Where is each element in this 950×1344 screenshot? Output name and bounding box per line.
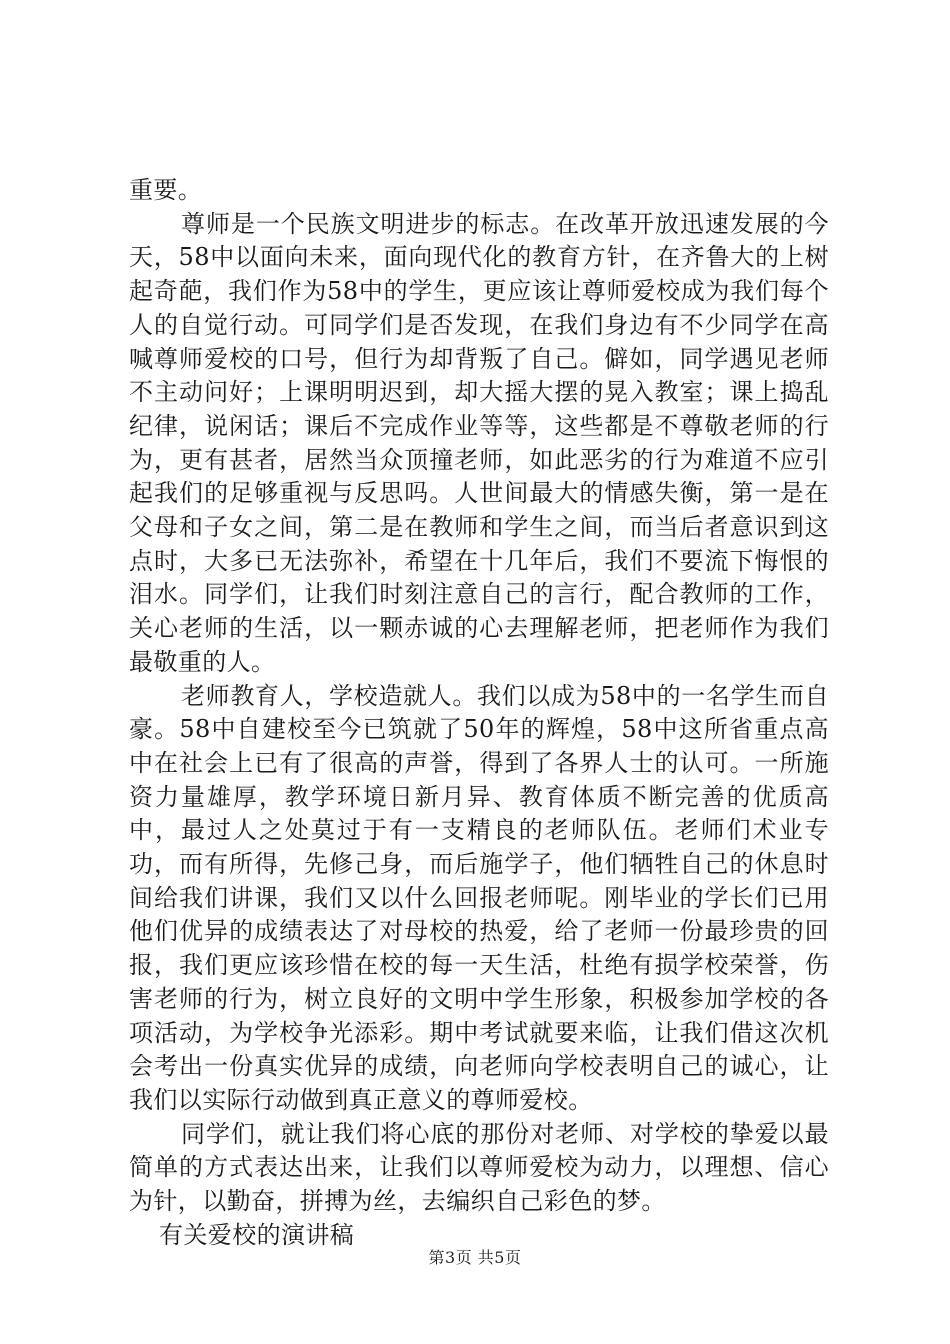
document-body bbox=[129, 174, 829, 1253]
closing-title: 有关爱校的演讲稿 bbox=[159, 1220, 355, 1249]
paragraph-respect-teachers: 尊师是一个民族文明进步的标志。在改革开放迅速发展的今天，58中以面向未来，面向现代化的教育方针，在齐鲁大的上树起奇葩，我们作为58中的学生，更应该让尊师爱校成为我们每个人的自觉行动。可同学们是否发现，在我们身边有不少同学在高喊尊师爱校的口号，但行为却背叛了自己。僻如，同学遇见老师不主动问好；上课明明迟到，却大摇大摆的晃入教室；课上捣乱纪律，说闲话；课后不完成作业等等，这些都是不尊敬老师的行为，更有甚者，居然当众顶撞老师，如此恶劣的行为难道不应引起我们的足够重视与反思吗。人世间最大的情感失衡，第一是在父母和子女之间，第二是在教师和学生之间，而当后者意识到这点时，大多已无法弥补，希望在十几年后，我们不要流下悔恨的泪水。同学们，让我们时刻注意自己的言行，配合教师的工作，关心老师的生活，以一颗赤诚的心去理解老师，把老师作为我们最敬重的人。 bbox=[129, 209, 829, 676]
page-footer bbox=[0, 1245, 950, 1268]
paragraph-continuation: 重要。 bbox=[129, 176, 203, 204]
paragraph-school-pride: 老师教育人，学校造就人。我们以成为58中的一名学生而自豪。58中自建校至今已筑就了50年的辉煌，58中这所省重点高中在社会上已有了很高的声誉，得到了各界人士的认可。一所施资力量雄厚，教学环境日新月异、教育体质不断完善的优质高中，最过人之处莫过于有一支精良的老师队伍。老师们术业专功，而有所得，先修己身，而后施学子，他们牺牲自己的休息时间给我们讲课，我们又以什么回报老师呢。刚毕业的学长们已用他们优异的成绩表达了对母校的热爱，给了老师一份最珍贵的回报，我们更应该珍惜在校的每一天生活，杜绝有损学校荣誉，伤害老师的行为，树立良好的文明中学生形象，积极参加学校的各项活动，为学校争光添彩。期中考试就要来临，让我们借这次机会考出一份真实优异的成绩，向老师向学校表明自己的诚心，让我们以实际行动做到真正意义的尊师爱校。 bbox=[129, 681, 829, 1114]
page-number-label: 第3页 共5页 bbox=[428, 1248, 522, 1267]
paragraph-closing: 同学们，就让我们将心底的那份对老师、对学校的挚爱以最简单的方式表达出来，让我们以尊师爱校为动力，以理想、信心为针，以勤奋，拼搏为丝，去编织自己彩色的梦。 bbox=[129, 1119, 829, 1216]
